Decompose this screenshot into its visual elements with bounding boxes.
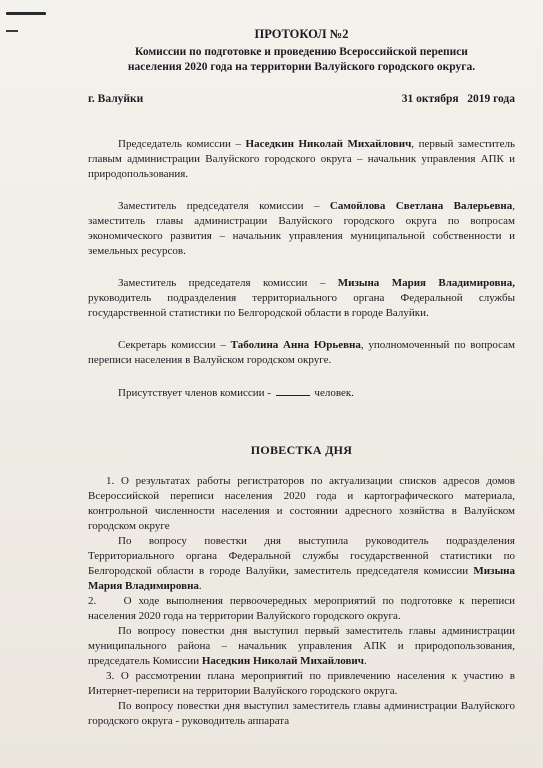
agenda-item-3: 3. О рассмотрении плана мероприятий по привлечению населения к участию в Интернет-переписи на территории Валуйского городского округа.: [88, 670, 515, 697]
agenda-item-2-speaker: По вопросу повестки дня выступил первый заместитель главы администрации муниципального района – начальник управления АПК и природопользования, председатель Комиссии Наседкин Николай Михайлович.: [88, 625, 543, 667]
agenda-item-2-speaker-name: Наседкин Николай Михайлович: [201, 655, 364, 667]
chair-lead: Председатель комиссии –: [118, 138, 246, 150]
deputy1-rest: , заместитель главы администрации Валуйского городского округа по вопросам экономического развития – начальник управления муниципальной собственности и земельных ресурсов.: [88, 200, 515, 257]
chair-name: Наседкин Николай Михайлович: [245, 138, 412, 150]
present-count-blank: [276, 385, 310, 396]
secretary-lead: Секретарь комиссии –: [118, 339, 231, 351]
deputy1-lead: Заместитель председателя комиссии –: [118, 200, 330, 212]
agenda-title: ПОВЕСТКА ДНЯ: [250, 443, 353, 457]
secretary-paragraph: [88, 338, 515, 368]
present-tail: человек.: [314, 387, 354, 399]
chair-paragraph: [88, 137, 515, 182]
scan-edge-mark: [6, 12, 46, 15]
present-paragraph: [88, 385, 515, 401]
deputy1-name: Самойлова Светлана Валерьевна: [329, 200, 513, 212]
secretary-rest: , уполномоченный по вопросам переписи населения в Валуйском городском округе.: [88, 339, 515, 366]
deputy1-paragraph: [88, 199, 515, 259]
deputy2-lead: Заместитель председателя комиссии –: [118, 277, 338, 289]
document-body: [88, 26, 543, 729]
agenda-item-1: 1. О результатах работы регистраторов по актуализации списков адресов домов Всероссийской переписи населения 2020 года и картографического материала, контрольной численности населения и состоянии адресного хозяйства в Валуйском городском округе: [88, 475, 515, 532]
agenda-item-2: 2. О ходе выполнения первоочередных мероприятий по подготовке к переписи населения 2020 года на территории Валуйского городского округа.: [88, 595, 518, 622]
place-date-row: [88, 93, 515, 105]
protocol-title: ПРОТОКОЛ №2: [254, 27, 349, 41]
secretary-name: Таболина Анна Юрьевна: [230, 339, 361, 351]
chair-rest: , первый заместитель главым администрации Валуйского городского округа – начальник управления АПК и природопользования.: [88, 138, 516, 180]
deputy2-rest: руководитель подразделения территориального органа Федеральной службы государственной статистики по Белгородской области в городе Валуйки.: [88, 292, 515, 319]
protocol-subtitle: [88, 45, 515, 75]
place: г. Валуйки: [88, 93, 144, 105]
agenda-item-1-speaker-text: По вопросу повестки дня выступила руководитель подразделения Территориального органа Федеральной службы государственной статистики по Белгородской области в городе Валуйки, заместитель председателя комиссии: [88, 535, 515, 577]
agenda-item-1-speaker: По вопросу повестки дня выступила руководитель подразделения Территориального органа Федеральной службы государственной статистики по Белгородской области в городе Валуйки, заместитель председателя комиссии Мизына Мария Владимировна.: [88, 535, 515, 592]
deputy2-name: Мизына Мария Владимировна,: [337, 277, 515, 289]
agenda-item-1-speaker-name: Мизына Мария Владимировна: [88, 565, 515, 592]
scan-edge-mark-small: [6, 30, 18, 32]
subtitle-line-2: населения 2020 года на территории Валуйского городского округа.: [127, 61, 476, 73]
agenda-item-3-speaker: По вопросу повестки дня выступил заместитель главы администрации Валуйского городского округа - руководитель аппарата: [88, 700, 515, 727]
subtitle-line-1: Комиссии по подготовке и проведению Всероссийской переписи: [135, 46, 468, 58]
deputy2-paragraph: [88, 276, 515, 321]
date: 31 октября 2019 года: [401, 93, 515, 105]
present-lead: Присутствует членов комиссии -: [118, 387, 271, 399]
agenda-item-2-speaker-text: По вопросу повестки дня выступил первый заместитель главы администрации муниципального района – начальник управления АПК и природопользования, председатель Комиссии: [88, 625, 543, 667]
